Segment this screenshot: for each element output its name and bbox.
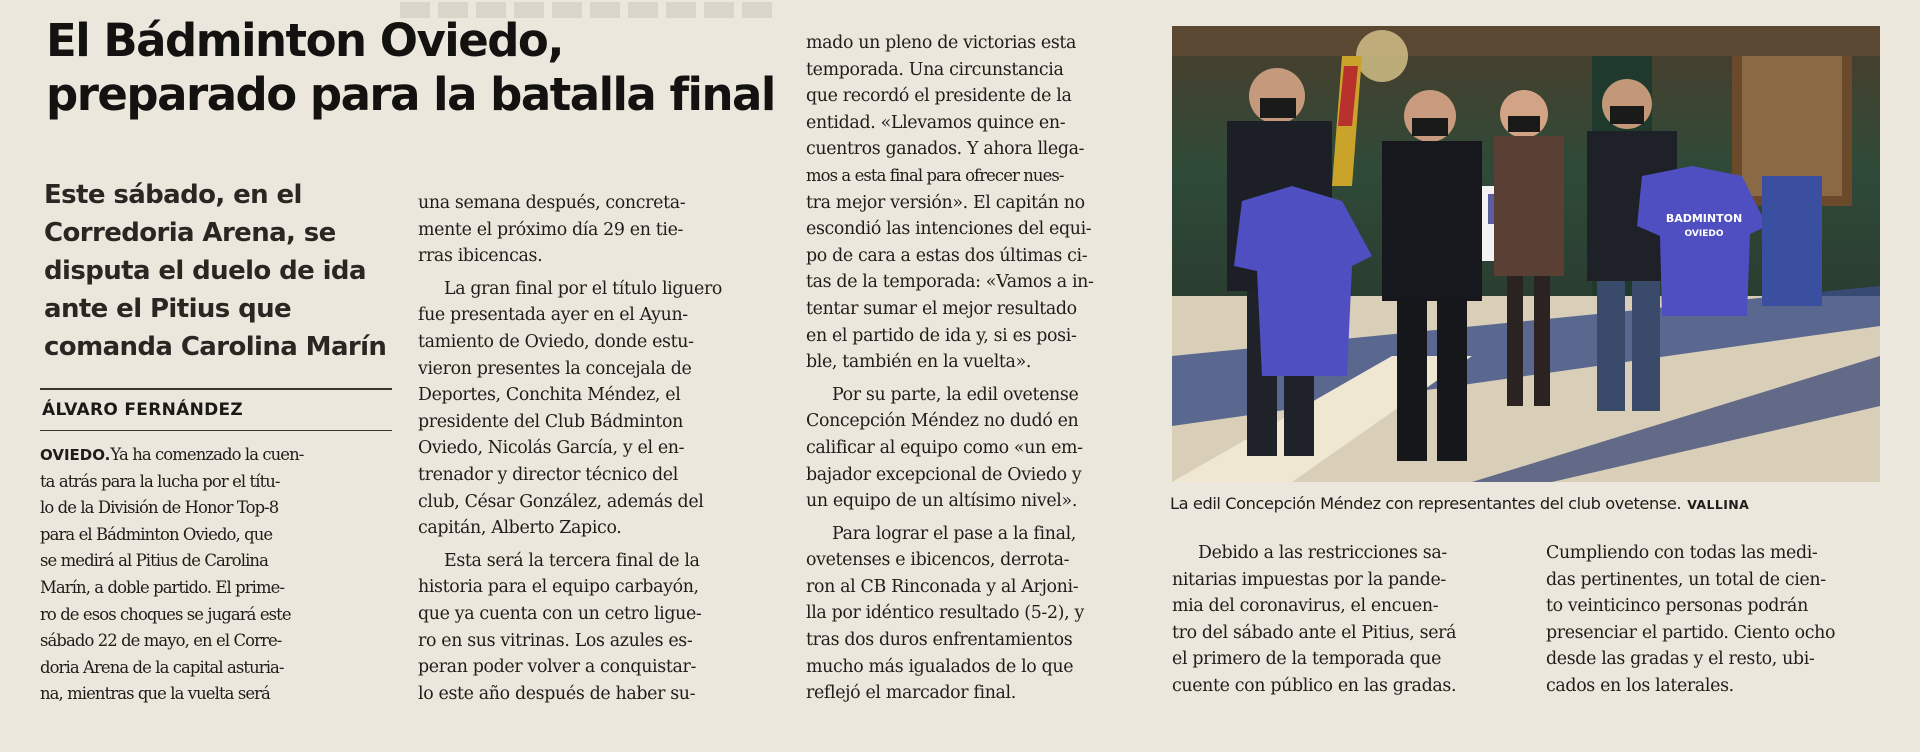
- column-line: lo este año después de haber su-: [418, 683, 696, 704]
- column-line: po de cara a estas dos últimas ci-: [806, 245, 1088, 266]
- column-line: to veinticinco personas podrán: [1546, 596, 1808, 617]
- column-line: ble, también en la vuelta».: [806, 352, 1032, 373]
- column-line: Debido a las restricciones sa-: [1198, 543, 1447, 563]
- column-line: tamiento de Oviedo, donde estu-: [418, 331, 694, 352]
- column-line: tas de la temporada: «Vamos a in-: [806, 272, 1094, 293]
- column-line: en el partido de ida y, si es posi-: [806, 325, 1077, 346]
- column-line: ro en sus vitrinas. Los azules es-: [418, 630, 693, 651]
- column-line: que recordó el presidente de la: [806, 86, 1072, 107]
- column-line: mos a esta final para ofrecer nues-: [806, 165, 1064, 185]
- column-line: entidad. «Llevamos quince en-: [806, 112, 1066, 133]
- column-line: Concepción Méndez no dudó en: [806, 411, 1079, 432]
- column-line: lo de la División de Honor Top-8: [40, 498, 279, 518]
- author-bottom-rule: [40, 430, 392, 431]
- dateline: OVIEDO.: [40, 446, 111, 464]
- column-line: Marín, a doble partido. El prime-: [40, 577, 285, 597]
- column-line: La gran final por el título liguero: [444, 278, 723, 299]
- headline-line-1: El Bádminton Oviedo,: [46, 14, 563, 67]
- column-line: escondió las intenciones del equi-: [806, 219, 1092, 240]
- column-line: historia para el equipo carbayón,: [418, 577, 699, 598]
- column-line: desde las gradas y el resto, ubi-: [1546, 649, 1815, 670]
- photo-caption: [1170, 494, 1882, 513]
- column-line: Por su parte, la edil ovetense: [832, 384, 1079, 405]
- article-column-1: [40, 442, 400, 708]
- column-line: bajador excepcional de Oviedo y: [806, 464, 1082, 485]
- column-line: trenador y director técnico del: [418, 464, 678, 485]
- subhead-line: ante el Pitius que: [44, 294, 292, 324]
- column-line: mia del coronavirus, el encuen-: [1172, 596, 1439, 617]
- photo-illustration: [1172, 26, 1880, 482]
- column-line: mente el próximo día 29 en tie-: [418, 219, 684, 240]
- column-line: ro de esos choques se jugará este: [40, 604, 291, 624]
- caption-text: La edil Concepción Méndez con representantes del club ovetense.: [1170, 494, 1682, 513]
- subheadline: [44, 176, 404, 366]
- subhead-line: Este sábado, en el: [44, 180, 302, 210]
- subhead-line: disputa el duelo de ida: [44, 256, 366, 286]
- article-column-4: [1172, 540, 1524, 700]
- author-byline: ÁLVARO FERNÁNDEZ: [42, 400, 244, 420]
- column-line: peran poder volver a conquistar-: [418, 657, 696, 678]
- column-line: doria Arena de la capital asturia-: [40, 657, 284, 677]
- column-line: calificar al equipo como «un em-: [806, 437, 1083, 458]
- column-line: tra mejor versión». El capitán no: [806, 192, 1085, 213]
- column-line: mado un pleno de victorias esta: [806, 33, 1077, 53]
- column-line: que ya cuenta con un cetro ligue-: [418, 603, 702, 624]
- column-line: cuentros ganados. Y ahora llega-: [806, 139, 1085, 160]
- column-line: nitarias impuestas por la pande-: [1172, 569, 1446, 590]
- article-photo: [1172, 26, 1880, 482]
- headline: [46, 14, 786, 122]
- column-line: cados en los laterales.: [1546, 675, 1734, 696]
- author-top-rule: [40, 388, 392, 390]
- column-line: Esta será la tercera final de la: [444, 550, 700, 571]
- column-line: para el Bádminton Oviedo, que: [40, 524, 273, 544]
- column-line: Oviedo, Nicolás García, y el en-: [418, 438, 685, 459]
- article-column-2: [418, 190, 790, 707]
- column-line: Ya ha comenzado la cuen-: [110, 445, 304, 464]
- column-line: Para lograr el pase a la final,: [832, 523, 1076, 544]
- article-column-3: [806, 30, 1162, 707]
- column-line: tras dos duros enfrentamientos: [806, 630, 1073, 651]
- column-line: mucho más igualados de lo que: [806, 656, 1074, 677]
- column-line: un equipo de un altísimo nivel».: [806, 491, 1077, 512]
- headline-line-2: preparado para la batalla final: [46, 68, 775, 121]
- column-line: presenciar el partido. Ciento ocho: [1546, 622, 1836, 643]
- column-line: lla por idéntico resultado (5-2), y: [806, 603, 1084, 624]
- column-line: vieron presentes la concejala de: [418, 358, 692, 379]
- column-line: club, César González, además del: [418, 491, 704, 512]
- column-line: rras ibicencas.: [418, 246, 543, 267]
- subhead-line: comanda Carolina Marín: [44, 332, 387, 362]
- photo-credit: VALLINA: [1687, 497, 1750, 512]
- column-line: fue presentada ayer en el Ayun-: [418, 305, 688, 326]
- shirt-text-line-1: BADMINTON: [1665, 212, 1743, 225]
- subhead-line: Corredoria Arena, se: [44, 218, 336, 248]
- column-line: tentar sumar el mejor resultado: [806, 298, 1077, 319]
- column-line: tro del sábado ante el Pitius, será: [1172, 622, 1457, 643]
- column-line: sábado 22 de mayo, en el Corre-: [40, 631, 282, 651]
- column-line: se medirá al Pitius de Carolina: [40, 551, 268, 571]
- column-line: capitán, Alberto Zapico.: [418, 518, 622, 539]
- column-line: Deportes, Conchita Méndez, el: [418, 385, 681, 406]
- column-line: ta atrás para la lucha por el títu-: [40, 471, 280, 491]
- column-line: reflejó el marcador final.: [806, 683, 1016, 704]
- shirt-text-line-2: OVIEDO: [1684, 229, 1724, 239]
- column-line: ovetenses e ibicencos, derrota-: [806, 550, 1070, 571]
- column-line: el primero de la temporada que: [1172, 649, 1442, 670]
- column-line: ron al CB Rinconada y al Arjoni-: [806, 576, 1079, 597]
- column-line: das pertinentes, un total de cien-: [1546, 569, 1826, 590]
- column-line: na, mientras que la vuelta será: [40, 684, 270, 704]
- column-line: Cumpliendo con todas las medi-: [1546, 543, 1818, 563]
- article-column-5: [1546, 540, 1896, 700]
- column-line: cuente con público en las gradas.: [1172, 675, 1457, 696]
- column-line: una semana después, concreta-: [418, 193, 686, 213]
- column-line: presidente del Club Bádminton: [418, 411, 683, 432]
- column-line: temporada. Una circunstancia: [806, 59, 1064, 80]
